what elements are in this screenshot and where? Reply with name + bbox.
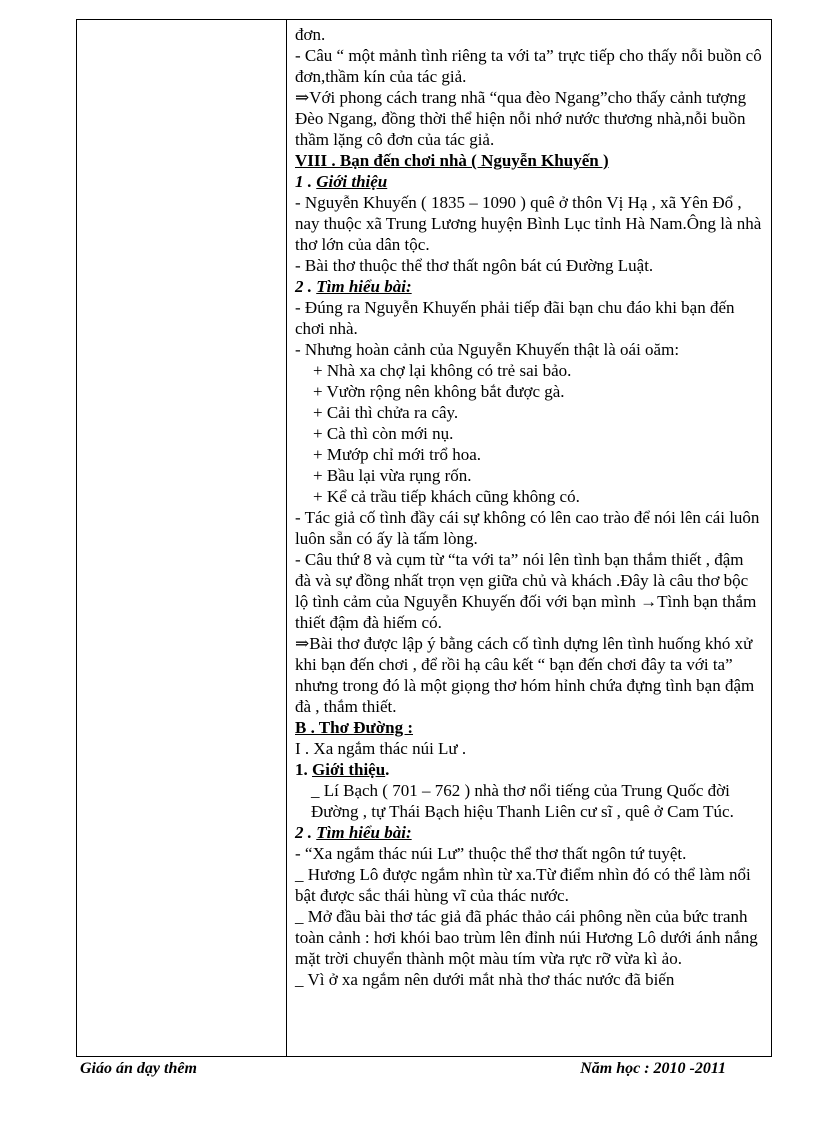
subheading-study: 2 . Tìm hiểu bài: <box>295 277 412 296</box>
text-line: _ Vì ở xa ngắm nên dưới mắt nhà thơ thác nước đã biến <box>295 970 675 989</box>
bullet-item: + Mướp chỉ mới trổ hoa. <box>313 445 482 464</box>
bullet-item: + Bầu lại vừa rụng rốn. <box>313 466 472 485</box>
text-line: _ Lí Bạch ( 701 – 762 ) nhà thơ nổi tiếng của Trung Quốc đời Đường , tự Thái Bạch hiệu Thanh Liên cư sĩ , quê ở Cam Túc. <box>311 781 734 821</box>
text-line: ⇒Với phong cách trang nhã “qua đèo Ngang”cho thấy cảnh tượng Đèo Ngang, đồng thời thể hiện nỗi nhớ nước thương nhà,nỗi buồn thầm lặng cô đơn của tác giả. <box>295 88 747 149</box>
right-column <box>287 20 771 1056</box>
bullet-item: + Vườn rộng nên không bắt được gà. <box>313 382 565 401</box>
page-footer <box>80 1060 736 1084</box>
bullet-item: + Nhà xa chợ lại không có trẻ sai bảo. <box>313 361 572 380</box>
footer-left: Giáo án dạy thêm <box>80 1060 197 1077</box>
text-line: _ Mở đầu bài thơ tác giả đã phác thảo cái phông nền của bức tranh toàn cảnh : hơi khói bao trùm lên đỉnh núi Hương Lô dưới ánh nắng mặt trời chuyển thành một màu tím vừa rực rỡ vừa kì ảo. <box>295 907 758 968</box>
text-line: - Bài thơ thuộc thể thơ thất ngôn bát cú Đường Luật. <box>295 256 654 275</box>
bullet-item: + Cải thì chửa ra cây. <box>313 403 459 422</box>
text-line: - Đúng ra Nguyễn Khuyến phải tiếp đãi bạn chu đáo khi bạn đến chơi nhà. <box>295 298 735 338</box>
text-line: - Câu “ một mảnh tình riêng ta với ta” trực tiếp cho thấy nỗi buồn cô đơn,thầm kín của tác giả. <box>295 46 762 86</box>
subheading-introduction-2: 1. Giới thiệu. <box>295 760 390 779</box>
section-heading-b: B . Thơ Đường : <box>295 718 413 737</box>
poem-title: I . Xa ngắm thác núi Lư . <box>295 739 467 758</box>
bullet-item: + Kể cả trầu tiếp khách cũng không có. <box>313 487 580 506</box>
text-line: - Nguyễn Khuyến ( 1835 – 1090 ) quê ở thôn Vị Hạ , xã Yên Đổ , nay thuộc xã Trung Lương huyện Bình Lục tỉnh Hà Nam.Ông là nhà thơ lớn của dân tộc. <box>295 193 762 254</box>
content-table <box>76 19 772 1057</box>
subheading-study-2: 2 . Tìm hiểu bài: <box>295 823 412 842</box>
text-line: - Nhưng hoàn cảnh của Nguyễn Khuyến thật là oái oăm: <box>295 340 680 359</box>
text-line: đơn. <box>295 25 326 44</box>
text-line: ⇒Bài thơ được lập ý bằng cách cố tình dựng lên tình huống khó xử khi bạn đến chơi , để rồi hạ câu kết “ bạn đến chơi đây ta với ta” nhưng trong đó là một giọng thơ hóm hỉnh chứa đựng tình bạn đậm đà , thắm thiết. <box>295 634 755 716</box>
text-line: - Tác giả cố tình đầy cái sự không có lên cao trào để nói lên cái luôn luôn sẵn có ấy là tấm lòng. <box>295 508 760 548</box>
footer-right: Năm học : 2010 -2011 <box>580 1060 726 1077</box>
bullet-item: + Cà thì còn mới nụ. <box>313 424 454 443</box>
text-line: - Câu thứ 8 và cụm từ “ta với ta” nói lên tình bạn thắm thiết , đậm đà và sự đồng nhất trọn vẹn giữa chủ và khách .Đây là câu thơ bộc lộ tình cảm của Nguyễn Khuyến đối với bạn mình →Tình bạn thắm thiết đậm đà hiếm có. <box>295 550 757 632</box>
section-heading-viii: VIII . Bạn đến chơi nhà ( Nguyễn Khuyến ) <box>295 151 609 170</box>
text-line: - “Xa ngắm thác núi Lư” thuộc thể thơ thất ngôn tứ tuyệt. <box>295 844 687 863</box>
subheading-introduction: 1 . Giới thiệu <box>295 172 388 191</box>
left-column <box>77 20 287 1056</box>
text-line: _ Hương Lô được ngắm nhìn từ xa.Từ điểm nhìn đó có thể làm nổi bật được sắc thái hùng vĩ của thác nước. <box>295 865 751 905</box>
